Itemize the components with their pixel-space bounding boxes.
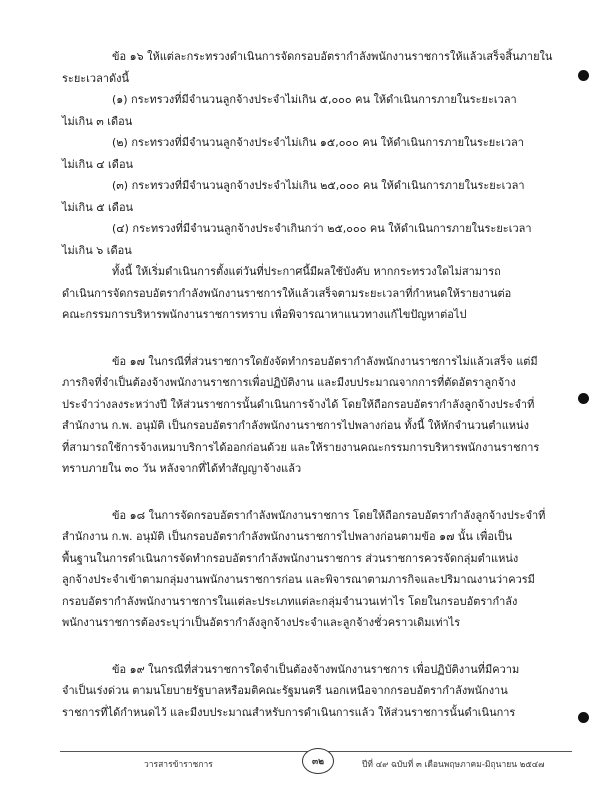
paragraph-line: พนักงานราชการต้องระบุว่าเป็นอัตรากำลังลูกจ้างประจำและลูกจ้างชั่วคราวเดิมเท่าไร — [62, 616, 461, 629]
paragraph-line: สำนักงาน ก.พ. อนุมัติ เป็นกรอบอัตรากำลังพนักงานราชการไปพลางก่อนตามข้อ ๑๗ นั้น เพื่อเป็น — [62, 530, 513, 543]
section-19 — [62, 659, 570, 724]
page-footer — [60, 751, 572, 776]
paragraph-line: ที่สามารถใช้การจ้างเหมาบริการได้ออกก่อนด้วย และให้รายงานคณะกรรมการบริหารพนักงานราชการ — [62, 440, 540, 454]
section-16-item-4 — [62, 218, 570, 261]
paragraph-line: กรอบอัตรากำลังพนักงานราชการในแต่ละประเภทแต่ละกลุ่มจำนวนเท่าไร โดยในกรอบอัตรากำลัง — [62, 594, 518, 608]
paragraph-line: ราชการที่ได้กำหนดไว้ และมีงบประมาณสำหรับการดำเนินการแล้ว ให้ส่วนราชการนั้นดำเนินการ — [62, 705, 516, 719]
item-line: (๔) กระทรวงที่มีจำนวนลูกจ้างประจำเกินกว่า ๒๕,๐๐๐ คน ให้ดำเนินการภายในระยะเวลา — [112, 222, 532, 235]
paragraph-line: ทราบภายใน ๓๐ วัน หลังจากที่ได้ทำสัญญาจ้างแล้ว — [62, 462, 302, 475]
paragraph-line: ประจำว่างลงระหว่างปี ให้ส่วนราชการนั้นดำเนินการจ้างได้ โดยให้ถือกรอบอัตรากำลังลูกจ้างประจำที่ — [62, 397, 535, 411]
journal-name: วารสารข้าราชการ — [144, 760, 213, 770]
page-number: ๓๒ — [302, 748, 334, 774]
paragraph-line: ข้อ ๑๘ ในการจัดกรอบอัตรากำลังพนักงานราชการ โดยให้ถือกรอบอัตรากำลังลูกจ้างประจำที่ — [112, 508, 546, 522]
item-line: ไม่เกิน ๖ เดือน — [62, 243, 132, 257]
section-16-closing — [62, 261, 570, 326]
paragraph-line: ข้อ ๑๗ ในกรณีที่ส่วนราชการใดยังจัดทำกรอบอัตรากำลังพนักงานราชการไม่แล้วเสร็จ แต่มี — [112, 354, 538, 368]
paragraph-line: ภารกิจที่จำเป็นต้องจ้างพนักงานราชการเพื่อปฏิบัติงาน และมีงบประมาณจากการที่ตัดอัตราลูกจ้าง — [62, 376, 516, 389]
section-16-item-2 — [62, 132, 570, 175]
binder-hole-icon — [578, 70, 589, 81]
paragraph-line: ลูกจ้างประจำเข้าตามกลุ่มงานพนักงานราชการก่อน และพิจารณาตามภารกิจและปริมาณงานว่าควรมี — [62, 573, 535, 586]
section-16-item-1 — [62, 89, 570, 132]
binder-hole-icon — [578, 393, 589, 404]
paragraph-line: จำเป็นเร่งด่วน ตามนโยบายรัฐบาลหรือมติคณะรัฐมนตรี นอกเหนือจากกรอบอัตรากำลังพนักงาน — [62, 684, 508, 697]
item-line: (๓) กระทรวงที่มีจำนวนลูกจ้างประจำไม่เกิน ๒๕,๐๐๐ คน ให้ดำเนินการภายในระยะเวลา — [112, 179, 525, 192]
paragraph-line: ข้อ ๑๙ ในกรณีที่ส่วนราชการใดจำเป็นต้องจ้างพนักงานราชการ เพื่อปฏิบัติงานที่มีความ — [112, 662, 520, 676]
section-16 — [62, 46, 570, 89]
paragraph-line: สำนักงาน ก.พ. อนุมัติ เป็นกรอบอัตรากำลังพนักงานราชการไปพลางก่อน ทั้งนี้ ให้หักจำนวนตำแหน่ง — [62, 419, 529, 432]
binder-hole-icon — [578, 712, 589, 723]
issue-info: ปีที่ ๔๙ ฉบับที่ ๓ เดือนพฤษภาคม-มิถุนายน ๒๕๔๗ — [362, 760, 545, 770]
paragraph-line: ระยะเวลาดังนี้ — [62, 71, 130, 85]
section-17 — [62, 351, 570, 480]
paragraph-line: ทั้งนี้ ให้เริ่มดำเนินการตั้งแต่วันที่ประกาศนี้มีผลใช้บังคับ หากกระทรวงใดไม่สามารถ — [112, 265, 501, 278]
section-18 — [62, 505, 570, 634]
item-line: ไม่เกิน ๕ เดือน — [62, 200, 134, 214]
item-line: (๒) กระทรวงที่มีจำนวนลูกจ้างประจำไม่เกิน ๑๕,๐๐๐ คน ให้ดำเนินการภายในระยะเวลา — [112, 136, 524, 149]
document-body — [62, 46, 570, 723]
item-line: ไม่เกิน ๓ เดือน — [62, 114, 133, 128]
paragraph-line: พื้นฐานในการดำเนินการจัดทำกรอบอัตรากำลังพนักงานราชการ ส่วนราชการควรจัดกลุ่มตำแหน่ง — [62, 551, 519, 565]
paragraph-line: คณะกรรมการบริหารพนักงานราชการทราบ เพื่อพิจารณาหาแนวทางแก้ไขปัญหาต่อไป — [62, 308, 467, 321]
paragraph-line: ดำเนินการจัดกรอบอัตรากำลังพนักงานราชการให้แล้วเสร็จตามระยะเวลาที่กำหนดให้รายงานต่อ — [62, 286, 512, 300]
item-line: (๑) กระทรวงที่มีจำนวนลูกจ้างประจำไม่เกิน ๕,๐๐๐ คน ให้ดำเนินการภายในระยะเวลา — [112, 93, 517, 106]
paragraph-line: ข้อ ๑๖ ให้แต่ละกระทรวงดำเนินการจัดกรอบอัตรากำลังพนักงานราชการให้แล้วเสร็จสิ้นภายใน — [112, 50, 553, 63]
item-line: ไม่เกิน ๔ เดือน — [62, 157, 134, 171]
section-16-item-3 — [62, 175, 570, 218]
